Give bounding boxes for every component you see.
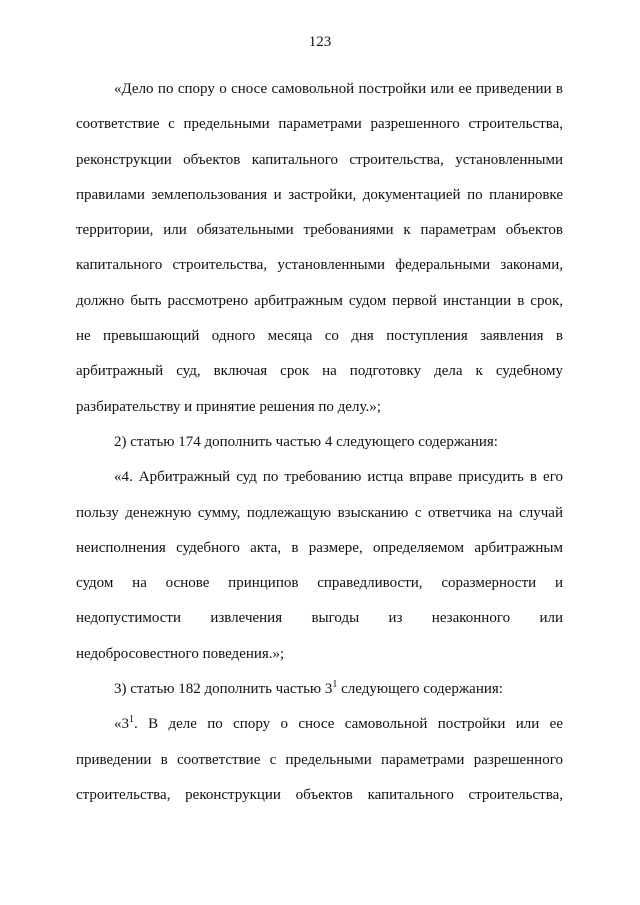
text-line: должно быть рассмотрено арбитражным судом первой инстанции в срок,: [76, 292, 563, 309]
text-line: 2) статью 174 дополнить частью 4 следующего содержания:: [114, 433, 498, 450]
text-line: арбитражный суд, включая срок на подготовку дела к судебному: [76, 363, 563, 380]
text-line: [76, 707, 563, 742]
paragraph-5: [76, 707, 563, 813]
document-body: [76, 72, 563, 813]
text-line: разбирательству и принятие решения по делу.»;: [76, 398, 381, 415]
text-line: соответствие с предельными параметрами разрешенного строительства,: [76, 116, 563, 133]
superscript: 1: [129, 714, 134, 726]
text-segment: «3: [114, 716, 129, 733]
text-line: пользу денежную сумму, подлежащую взысканию с ответчика на случай: [76, 504, 563, 521]
text-line: строительства, реконструкции объектов капитального строительства,: [76, 786, 563, 803]
text-line: правилами землепользования и застройки, документацией по планировке: [76, 186, 563, 203]
text-line: «Дело по спору о сносе самовольной постройки или ее приведении в: [114, 81, 563, 97]
paragraph-3: [76, 460, 563, 672]
text-line: недопустимости извлечения выгоды из незаконного или: [76, 610, 563, 627]
text-line: капитального строительства, установленными федеральными законами,: [76, 257, 563, 274]
text-line: судом на основе принципов справедливости, соразмерности и: [76, 575, 563, 592]
text-line: территории, или обязательными требованиями к параметрам объектов: [76, 222, 563, 239]
text-line: [76, 672, 563, 707]
text-segment: 3) статью 182 дополнить частью 3: [114, 681, 333, 698]
text-line: неисполнения судебного акта, в размере, определяемом арбитражным: [76, 539, 563, 556]
superscript: 1: [332, 679, 338, 691]
text-line: недобросовестного поведения.»;: [76, 645, 285, 662]
paragraph-4: [76, 672, 563, 707]
text-line: реконструкции объектов капитального строительства, установленными: [76, 151, 563, 168]
text-line: приведении в соответствие с предельными параметрами разрешенного: [76, 751, 563, 768]
text-line: «4. Арбитражный суд по требованию истца вправе присудить в его: [114, 469, 563, 486]
text-segment: следующего содержания:: [337, 681, 503, 698]
paragraph-2: [76, 425, 563, 460]
text-segment: . В деле по спору о сносе самовольной постройки или ее: [134, 716, 563, 733]
page-number: 123: [308, 34, 332, 50]
text-line: не превышающий одного месяца со дня поступления заявления в: [76, 328, 563, 345]
paragraph-1: [76, 72, 563, 425]
